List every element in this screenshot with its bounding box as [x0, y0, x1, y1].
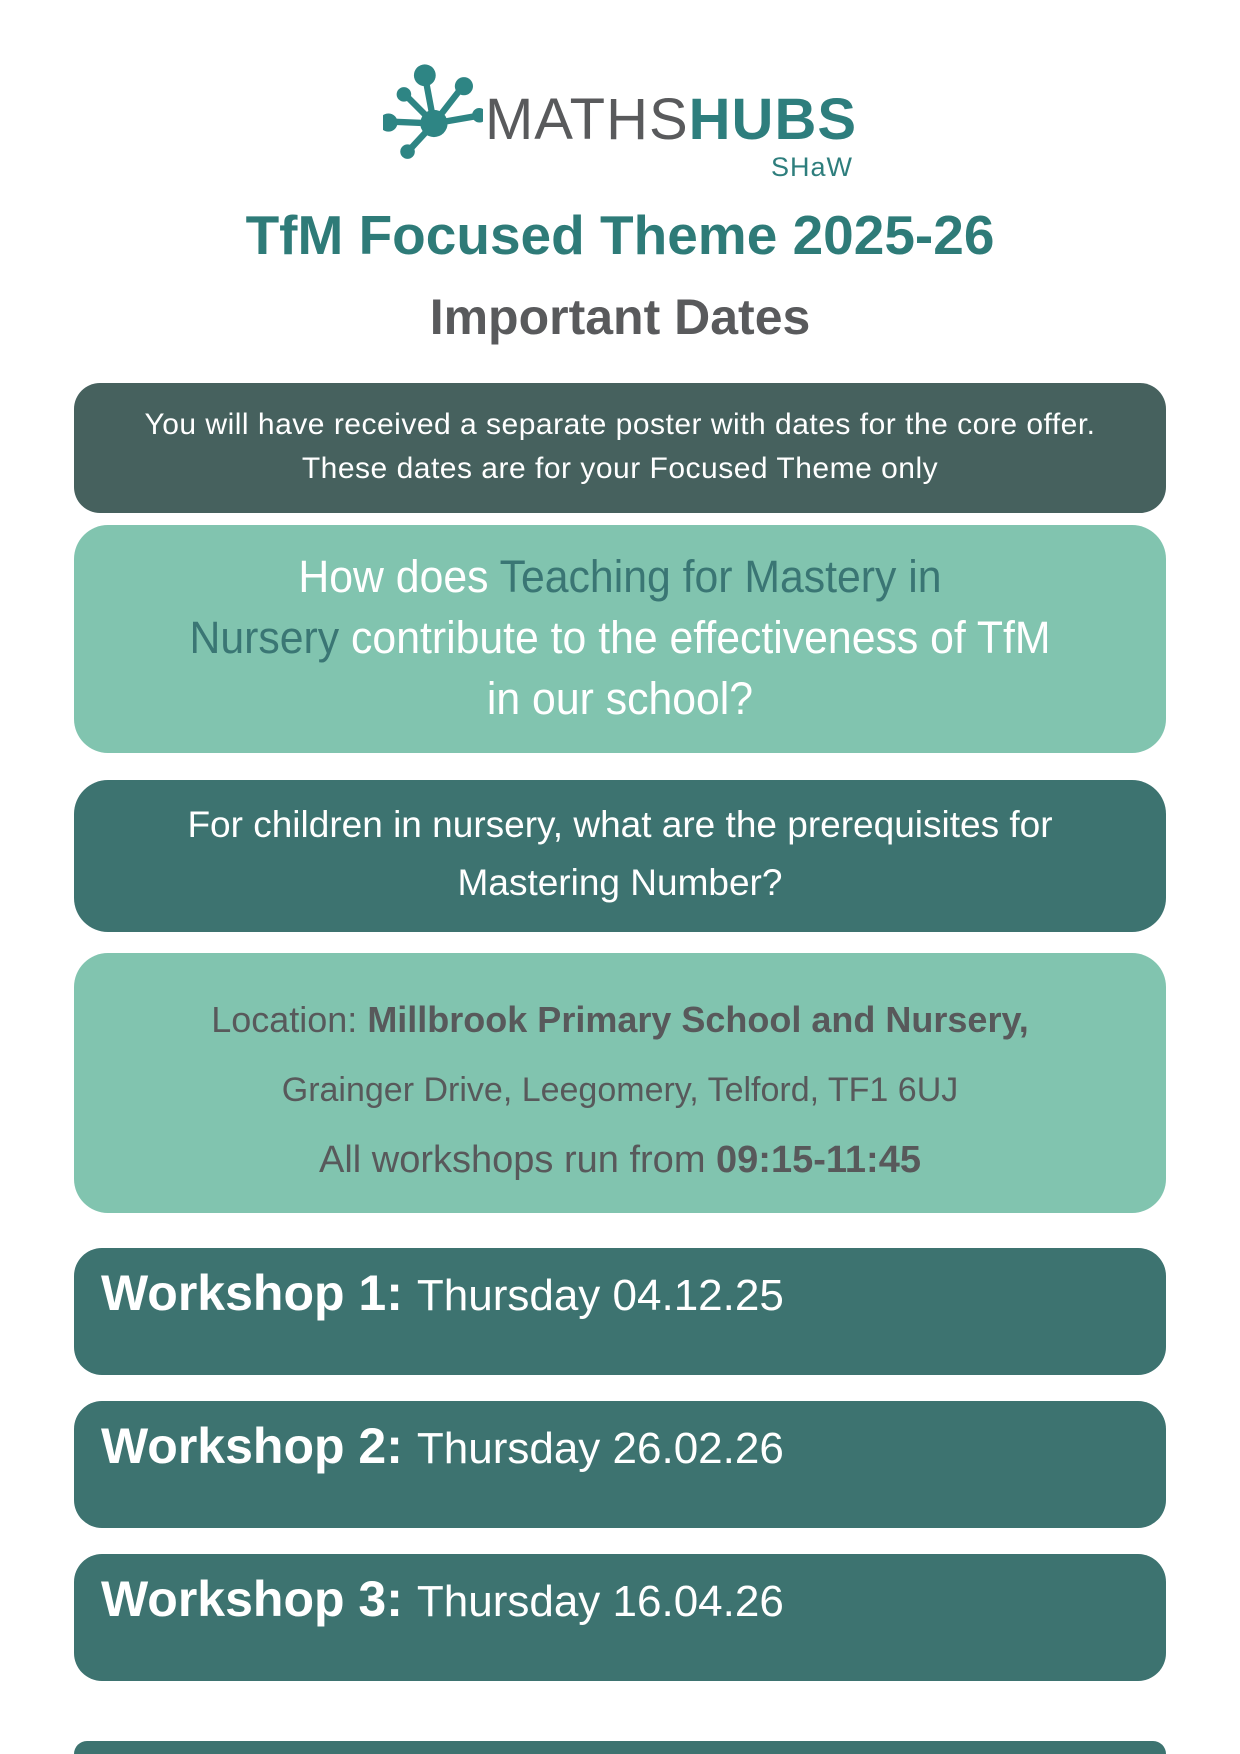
location-label: Location:	[211, 999, 368, 1040]
location-venue: Millbrook Primary School and Nursery,	[367, 999, 1029, 1040]
focus-question-line-3	[101, 668, 1138, 729]
focus-question-box	[74, 525, 1166, 753]
location-line	[74, 985, 1166, 1055]
logo-region-label: SHaW	[771, 152, 854, 182]
focus-question-white-text: contribute to the effectiveness of TfM	[351, 612, 1051, 663]
workshop-3-date: Thursday 16.04.26	[416, 1577, 784, 1626]
focus-question-line-1	[101, 546, 1138, 607]
logo-hubs-label: HUBS	[688, 87, 858, 152]
workshop-times-line	[74, 1125, 1166, 1195]
important-dates-heading: Important Dates	[429, 289, 811, 345]
focus-question-white-text: in our school?	[486, 673, 754, 724]
workshop-3-box	[74, 1554, 1166, 1681]
workshop-times-value: 09:15-11:45	[716, 1139, 921, 1181]
notice-text: You will have received a separate poster with dates for the core offer. These dates are for your Focused Theme only	[144, 408, 1096, 485]
workshop-1-box	[74, 1248, 1166, 1375]
focus-question-white-text: How does	[298, 551, 500, 602]
workshop-2-box	[74, 1401, 1166, 1528]
workshop-2-label: Workshop 2:	[101, 1418, 403, 1474]
logo	[0, 55, 1240, 183]
focus-question-teal-text: Nursery	[189, 612, 352, 663]
workshop-3-label: Workshop 3:	[101, 1571, 403, 1627]
focus-question-line-2	[101, 607, 1138, 668]
logo-maths-label: MATHS	[484, 87, 689, 152]
notice-box	[74, 383, 1166, 513]
workshop-times-prefix: All workshops run from	[319, 1139, 717, 1181]
prerequisites-question-text: For children in nursery, what are the prerequisites for Mastering Number?	[187, 804, 1053, 903]
workshop-2-date: Thursday 26.02.26	[416, 1424, 784, 1473]
cutoff-box-top-edge	[74, 1741, 1166, 1754]
prerequisites-question-box	[74, 780, 1166, 932]
page-title: TfM Focused Theme 2025-26	[245, 204, 995, 266]
focus-question-teal-text: Teaching for Mastery in	[499, 551, 942, 602]
workshop-1-date: Thursday 04.12.25	[416, 1271, 784, 1320]
logo-text	[484, 87, 858, 183]
location-address: Grainger Drive, Leegomery, Telford, TF1 6UJ	[281, 1071, 959, 1109]
location-box	[74, 953, 1166, 1213]
workshop-1-label: Workshop 1:	[101, 1265, 403, 1321]
logo-starburst-icon	[383, 63, 483, 173]
